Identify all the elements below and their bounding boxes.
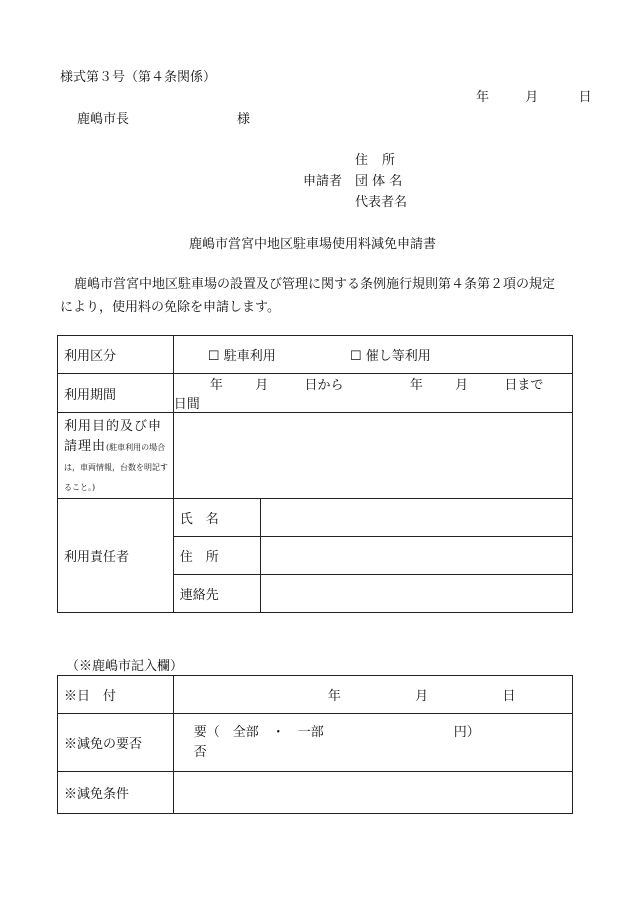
date-month: 月 (525, 90, 539, 105)
period-year-end: 年 (409, 378, 423, 393)
applicant-representative-label: 代表者名 (355, 195, 408, 210)
purpose-label: 利用目的及び申請理由 (64, 419, 163, 454)
application-statement: 鹿嶋市営宮中地区駐車場の設置及び管理に関する条例施行規則第４条第２項の規定により，使用料の免除を申請します。 (60, 277, 556, 315)
responsible-contact-label: 連絡先 (173, 575, 260, 613)
document-title: 鹿嶋市営宮中地区駐車場使用料減免申請書 (189, 237, 437, 252)
city-date-day: 日 (502, 689, 516, 704)
usage-table (57, 335, 573, 613)
period-days: 日間 (173, 397, 200, 412)
responsible-person-label: 利用責任者 (58, 499, 174, 613)
responsible-contact-field[interactable] (260, 575, 572, 613)
city-use-note: （※鹿嶋市記入欄） (66, 659, 184, 674)
reduction-row (58, 714, 573, 772)
submission-date (476, 86, 592, 105)
parking-use-checkbox[interactable]: ☐ 駐車利用 (207, 349, 276, 364)
responsible-address-label: 住 所 (173, 537, 260, 575)
date-day: 日 (578, 90, 592, 105)
usage-period-label: 利用期間 (58, 374, 174, 413)
purpose-label-cell (58, 413, 174, 499)
reduction-required-line: 要（ 全部 ・ 一部 円） (193, 724, 480, 740)
purpose-field[interactable] (173, 413, 572, 499)
usage-period-field[interactable] (173, 374, 572, 413)
usage-category-options (173, 336, 572, 374)
responsible-name-label: 氏 名 (173, 499, 260, 537)
reduction-conditions-field[interactable] (173, 772, 572, 814)
event-use-checkbox[interactable]: ☐ 催し等利用 (350, 349, 431, 364)
period-year-start: 年 (209, 378, 223, 393)
form-number: 様式第３号（第４条関係） (60, 70, 217, 85)
usage-period-row (58, 374, 573, 413)
period-from: 日から (304, 378, 344, 393)
city-date-year: 年 (327, 689, 341, 704)
addressee: 鹿嶋市長 (77, 112, 130, 127)
reduction-conditions-label: ※減免条件 (58, 772, 174, 814)
usage-category-label: 利用区分 (58, 336, 174, 374)
responsible-address-field[interactable] (260, 537, 572, 575)
purpose-note: (駐車利用の場合は，車両情報，台数を明記すること。) (64, 443, 168, 492)
applicant-address-label: 住所 (355, 153, 410, 168)
city-date-row (58, 676, 573, 714)
reduction-not-required: 否 (193, 744, 207, 760)
period-to: 日まで (504, 378, 544, 393)
city-date-field[interactable] (173, 676, 572, 714)
city-use-table (57, 675, 573, 814)
purpose-row (58, 413, 573, 499)
applicant-group-label: 団 体 名 (355, 174, 403, 189)
reduction-conditions-row (58, 772, 573, 814)
honorific: 様 (237, 112, 251, 127)
date-year: 年 (476, 90, 490, 105)
reduction-label: ※減免の要否 (58, 714, 174, 772)
period-month-end: 月 (455, 378, 469, 393)
usage-category-row (58, 336, 573, 374)
city-date-label: ※日 付 (58, 676, 174, 714)
period-month-start: 月 (255, 378, 269, 393)
city-date-month: 月 (415, 689, 429, 704)
applicant-label: 申請者 (303, 174, 343, 189)
responsible-name-field[interactable] (260, 499, 572, 537)
reduction-field[interactable] (173, 714, 572, 772)
responsible-name-row (58, 499, 573, 537)
